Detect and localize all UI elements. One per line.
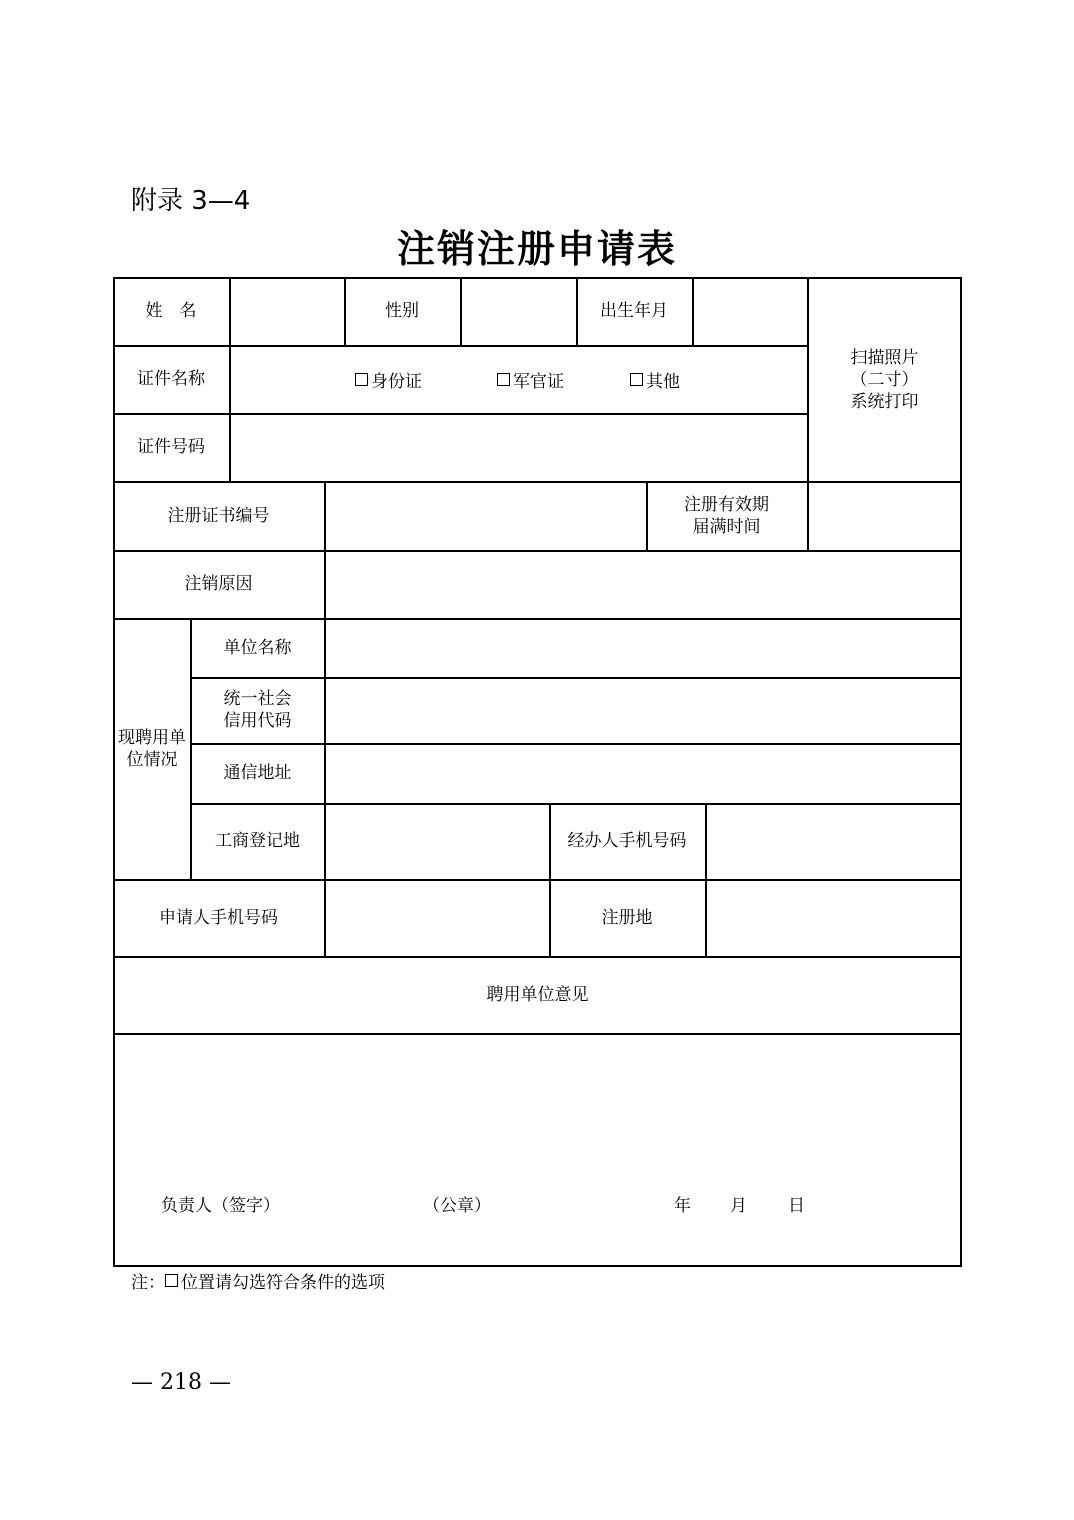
- month-label: 月: [730, 1196, 747, 1216]
- form-note: [131, 1268, 385, 1293]
- opinion-field[interactable]: [115, 1035, 960, 1265]
- day-label: 日: [788, 1196, 805, 1216]
- gender-field[interactable]: [462, 279, 576, 345]
- credit-code-field[interactable]: [326, 679, 960, 743]
- gender-label: 性别: [385, 301, 419, 321]
- photo-placeholder: 扫描照片 （二寸） 系统打印: [850, 348, 919, 412]
- appendix-label: 附录 3—4: [131, 186, 251, 216]
- page-number: — 218 —: [131, 1370, 231, 1395]
- biz-reg-field[interactable]: [326, 805, 549, 879]
- unit-name-field[interactable]: [326, 620, 960, 677]
- id-number-label: 证件号码: [137, 437, 205, 457]
- application-form: [113, 277, 962, 1267]
- birth-label: 出生年月: [600, 301, 668, 321]
- form-title: 注销注册申请表: [396, 227, 677, 271]
- biz-reg-label: 工商登记地: [215, 831, 300, 851]
- id-option-label: 军官证: [513, 371, 564, 392]
- checkbox-icon[interactable]: [355, 373, 368, 386]
- agent-phone-label: 经办人手机号码: [567, 831, 687, 851]
- address-label: 通信地址: [223, 763, 292, 783]
- cert-number-field[interactable]: [326, 483, 646, 550]
- id-number-field[interactable]: [231, 415, 807, 481]
- agent-phone-field[interactable]: [707, 805, 960, 879]
- checkbox-icon[interactable]: [630, 373, 643, 386]
- validity-label: 注册有效期 届满时间: [684, 494, 769, 537]
- note-text: 位置请勾选符合条件的选项: [181, 1273, 385, 1293]
- reason-label: 注销原因: [184, 574, 253, 594]
- seal-label: （公章）: [423, 1196, 491, 1216]
- applicant-phone-label: 申请人手机号码: [159, 907, 278, 928]
- validity-field[interactable]: [809, 483, 960, 550]
- applicant-phone-field[interactable]: [326, 881, 549, 956]
- id-option-other[interactable]: [630, 345, 680, 413]
- id-option-label: 身份证: [371, 371, 422, 392]
- reg-place-field[interactable]: [707, 881, 960, 956]
- id-type-label: 证件名称: [137, 369, 205, 389]
- credit-code-label: 统一社会 信用代码: [223, 689, 292, 731]
- opinion-header: 聘用单位意见: [486, 984, 589, 1005]
- birth-field[interactable]: [694, 279, 807, 345]
- id-option-idcard[interactable]: [355, 345, 422, 413]
- signature-person-label: 负责人（签字）: [161, 1196, 280, 1216]
- checkbox-icon: [165, 1274, 178, 1287]
- unit-name-label: 单位名称: [223, 637, 292, 658]
- id-option-label: 其他: [646, 371, 680, 392]
- id-option-officer[interactable]: [497, 345, 564, 413]
- name-label: 姓 名: [145, 301, 197, 321]
- employer-section-label: 现聘用单 位情况: [118, 727, 186, 770]
- reason-field[interactable]: [326, 552, 960, 618]
- address-field[interactable]: [326, 745, 960, 803]
- cert-number-label: 注册证书编号: [167, 505, 270, 526]
- checkbox-icon[interactable]: [497, 373, 510, 386]
- year-label: 年: [674, 1196, 691, 1216]
- note-prefix: 注：: [131, 1273, 165, 1293]
- reg-place-label: 注册地: [601, 907, 653, 928]
- name-field[interactable]: [231, 279, 344, 345]
